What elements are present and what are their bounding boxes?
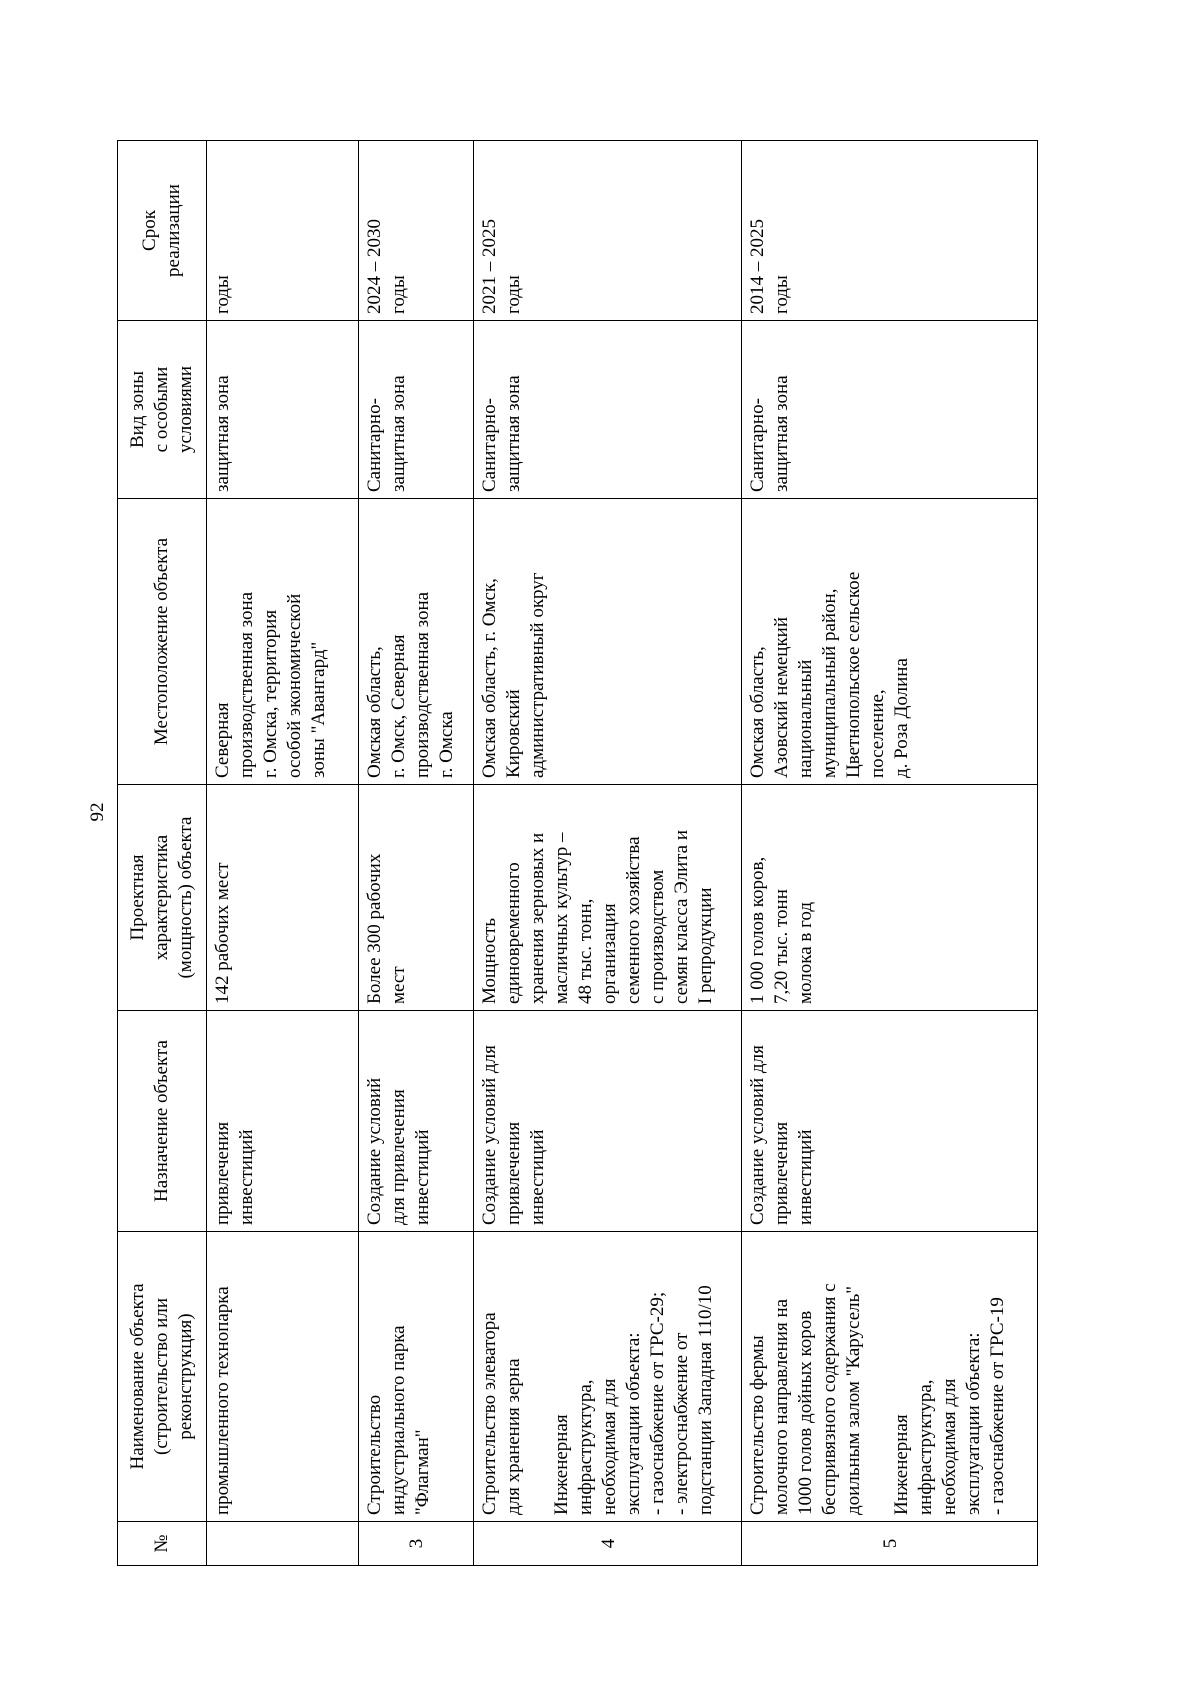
cell-capacity: 1 000 голов коров, 7,20 тыс. тонн молока в год [742, 785, 1038, 1011]
cell-object-name: Строительство элеватора для хранения зерна Инженерная инфраструктура, необходимая для эксплуатации объекта: - газоснабжение от ГРС-29; - электроснабжение от подстанции Западная 110/10 [474, 1232, 742, 1522]
cell-purpose: Создание условий для привлечения инвестиций [742, 1011, 1038, 1232]
table-row [359, 141, 474, 1566]
cell-object-name: Строительство индустриального парка "Флагман" [359, 1232, 474, 1522]
table-row [742, 141, 1038, 1566]
cell-purpose: Создание условий для привлечения инвестиций [474, 1011, 742, 1232]
table-row [474, 141, 742, 1566]
rotated-table-container [117, 141, 1008, 1566]
header-capacity: Проектная характеристика (мощность) объекта [118, 785, 207, 1011]
header-object-name: Наименование объекта (строительство или реконструкция) [118, 1232, 207, 1522]
cell-purpose: Создание условий для привлечения инвестиций [359, 1011, 474, 1232]
cell-zone-type: Санитарно- защитная зона [474, 321, 742, 499]
cell-number: 5 [742, 1522, 1038, 1566]
header-location: Местоположение объекта [118, 499, 207, 785]
cell-number [207, 1522, 359, 1566]
table-header-row [118, 141, 207, 1566]
cell-number: 3 [359, 1522, 474, 1566]
cell-capacity: Более 300 рабочих мест [359, 785, 474, 1011]
cell-term: годы [207, 141, 359, 321]
header-purpose: Назначение объекта [118, 1011, 207, 1232]
cell-term: 2024 – 2030 годы [359, 141, 474, 321]
cell-capacity: Мощность единовременного хранения зерновых и масличных культур – 48 тыс. тонн, организация семенного хозяйства с производством семян класса Элита и I репродукции [474, 785, 742, 1011]
table-row [207, 141, 359, 1566]
page-number: 92 [87, 802, 108, 822]
cell-term: 2021 – 2025 годы [474, 141, 742, 321]
cell-location: Омская область, г. Омск, Кировский административный округ [474, 499, 742, 785]
objects-table [117, 140, 1038, 1566]
header-zone-type: Вид зоны с особыми условиями [118, 321, 207, 499]
cell-location: Омская область, г. Омск, Северная производственная зона г. Омска [359, 499, 474, 785]
cell-zone-type: Санитарно- защитная зона [359, 321, 474, 499]
cell-term: 2014 – 2025 годы [742, 141, 1038, 321]
cell-zone-type: Санитарно- защитная зона [742, 321, 1038, 499]
cell-object-name: Строительство фермы молочного направления на 1000 голов дойных коров беспривязного содержания с доильным залом "Карусель" Инженерная инфраструктура, необходимая для эксплуатации объекта: - газоснабжение от ГРС-19 [742, 1232, 1038, 1522]
cell-number: 4 [474, 1522, 742, 1566]
cell-purpose: привлечения инвестиций [207, 1011, 359, 1232]
cell-object-name: промышленного технопарка [207, 1232, 359, 1522]
cell-location: Омская область, Азовский немецкий национальный муниципальный район, Цветнопольское сельское поселение, д. Роза Долина [742, 499, 1038, 785]
cell-location: Северная производственная зона г. Омска, территория особой экономической зоны "Авангард" [207, 499, 359, 785]
header-number: № [118, 1522, 207, 1566]
cell-capacity: 142 рабочих мест [207, 785, 359, 1011]
header-term: Срок реализации [118, 141, 207, 321]
cell-zone-type: защитная зона [207, 321, 359, 499]
